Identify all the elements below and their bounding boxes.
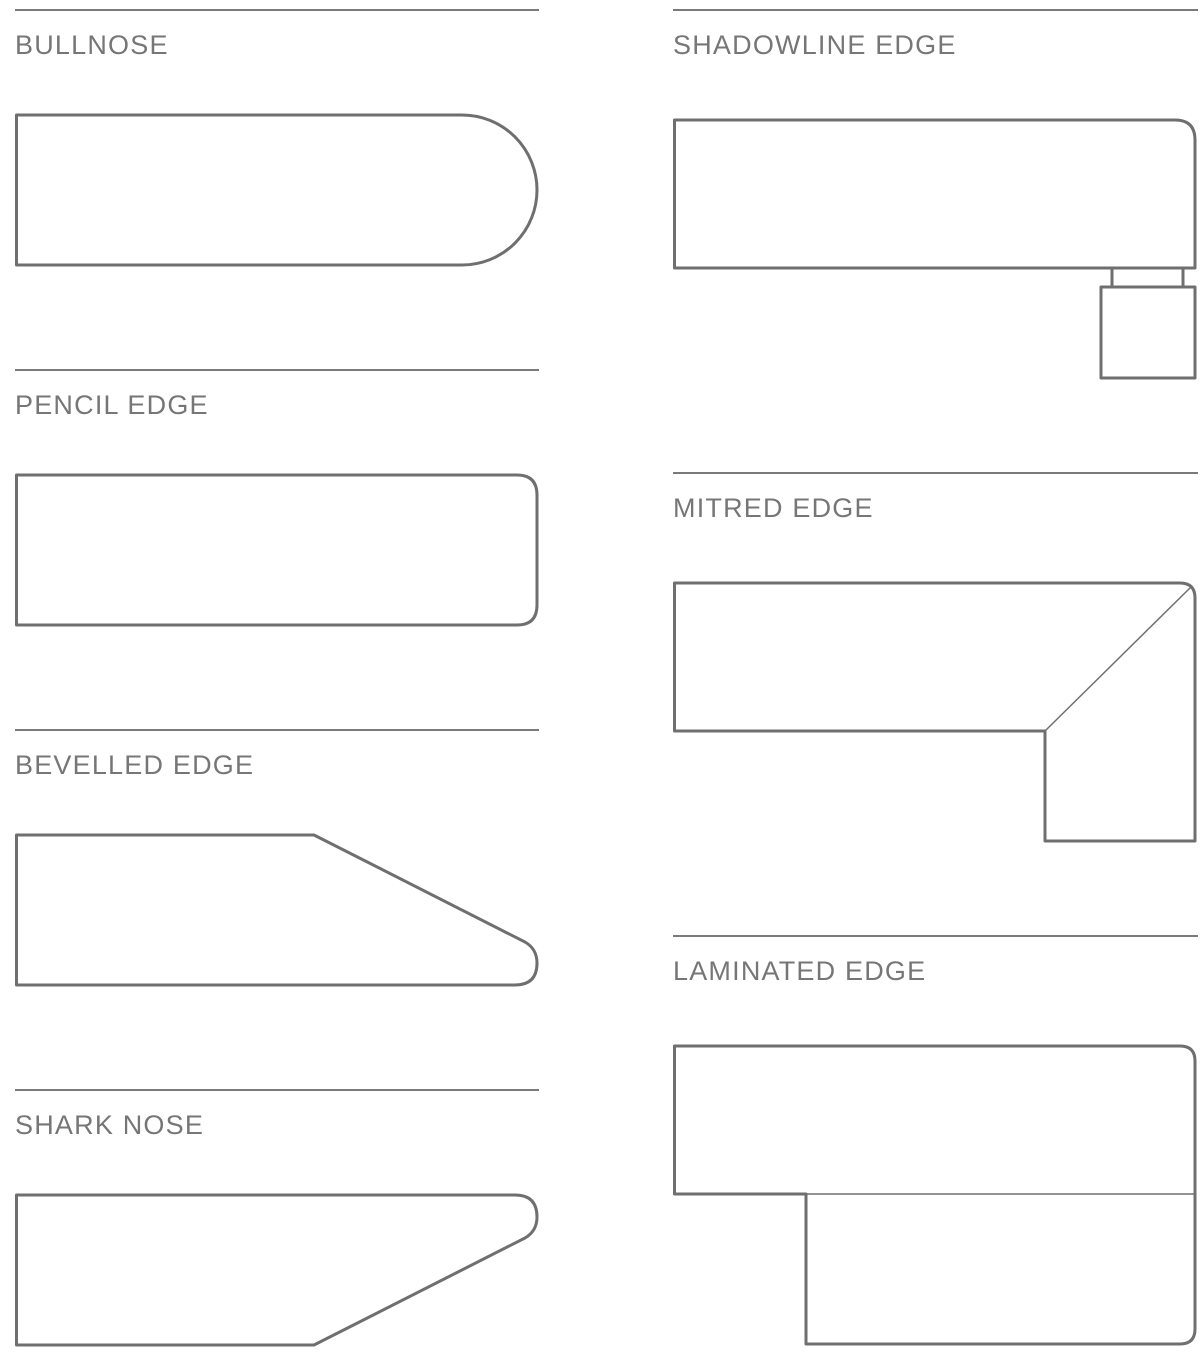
profile-label-bullnose: BULLNOSE: [15, 30, 169, 60]
laminated-edge-profile-shape: [673, 1044, 1199, 1350]
profile-shark-nose: [15, 1089, 539, 1351]
profile-mitred-edge: [673, 472, 1198, 852]
profile-bullnose: [15, 9, 539, 299]
shadowline-edge-profile-shape: [673, 118, 1199, 384]
profile-label-pencil-edge: PENCIL EDGE: [15, 390, 209, 420]
section-divider: [673, 472, 1198, 474]
section-divider: [15, 9, 539, 11]
profile-laminated-edge: [673, 935, 1198, 1351]
profile-shadowline-edge: [673, 9, 1198, 389]
profile-label-bevelled-edge: BEVELLED EDGE: [15, 750, 255, 780]
profile-label-shadowline-edge: SHADOWLINE EDGE: [673, 30, 957, 60]
section-divider: [673, 935, 1198, 937]
profile-label-laminated-edge: LAMINATED EDGE: [673, 956, 927, 986]
shark-nose-profile-shape: [15, 1193, 545, 1353]
section-divider: [15, 729, 539, 731]
profile-label-mitred-edge: MITRED EDGE: [673, 493, 874, 523]
section-divider: [15, 369, 539, 371]
profile-label-shark-nose: SHARK NOSE: [15, 1110, 205, 1140]
profile-pencil-edge: [15, 369, 539, 659]
section-divider: [673, 9, 1198, 11]
pencil-edge-profile-shape: [15, 473, 545, 633]
bevelled-edge-profile-shape: [15, 833, 545, 993]
mitred-edge-profile-shape: [673, 581, 1199, 847]
bullnose-profile-shape: [15, 113, 545, 273]
profile-bevelled-edge: [15, 729, 539, 1019]
section-divider: [15, 1089, 539, 1091]
